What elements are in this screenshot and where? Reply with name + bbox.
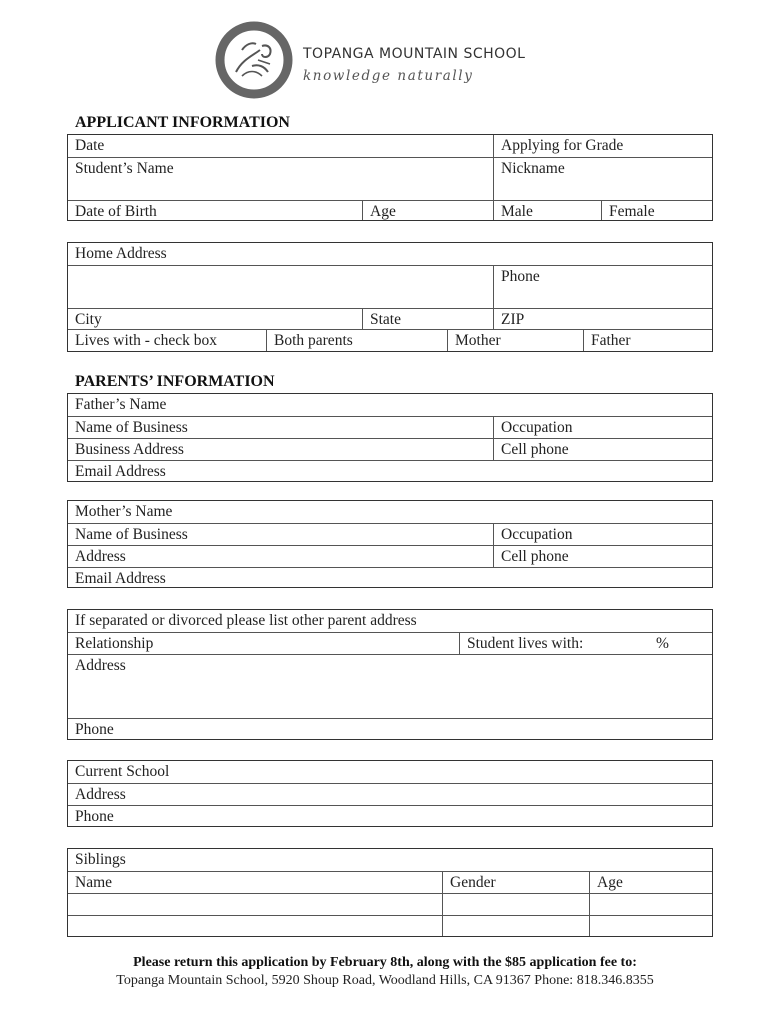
mother-email-field[interactable]: Email Address [75, 570, 166, 587]
other-parent-row [68, 654, 712, 718]
father-checkbox[interactable]: Father [583, 330, 712, 351]
applicant-heading: APPLICANT INFORMATION [75, 114, 290, 131]
address-row [68, 243, 712, 265]
home-address-field[interactable]: Home Address [75, 245, 167, 262]
sibling-name-header: Name [75, 874, 113, 891]
dob-field[interactable]: Date of Birth [75, 203, 157, 220]
date-field[interactable]: Date [75, 137, 105, 154]
sibling-age-header: Age [589, 872, 712, 893]
other-parent-box [67, 609, 713, 740]
nickname-field[interactable]: Nickname [493, 158, 712, 200]
father-business-field[interactable]: Name of Business [75, 419, 188, 436]
sibling-name-field[interactable] [68, 894, 442, 915]
current-school-field[interactable]: Current School [75, 763, 170, 780]
father-box [67, 393, 713, 482]
parents-heading: PARENTS’ INFORMATION [75, 373, 275, 390]
percent-label: % [656, 635, 669, 652]
applicant-row [68, 135, 712, 157]
both-parents-checkbox[interactable]: Both parents [266, 330, 447, 351]
current-school-box [67, 760, 713, 827]
female-checkbox[interactable]: Female [601, 201, 712, 220]
other-parent-row [68, 632, 712, 654]
mother-occupation-field[interactable]: Occupation [493, 524, 712, 545]
school-logo-icon [212, 20, 296, 100]
other-parent-title: If separated or divorced please list other parent address [75, 612, 417, 629]
father-row [68, 460, 712, 481]
table-row [68, 915, 712, 936]
applying-grade-field[interactable]: Applying for Grade [493, 135, 712, 157]
address-row [68, 265, 712, 308]
siblings-title: Siblings [75, 851, 126, 868]
sibling-age-field[interactable] [589, 894, 712, 915]
father-occupation-field[interactable]: Occupation [493, 417, 712, 438]
siblings-box [67, 848, 713, 937]
male-checkbox[interactable]: Male [493, 201, 601, 220]
other-parent-phone-field[interactable]: Phone [75, 721, 114, 738]
father-row [68, 394, 712, 416]
zip-field[interactable]: ZIP [493, 309, 712, 329]
address-box [67, 242, 713, 352]
state-field[interactable]: State [362, 309, 493, 329]
current-school-row [68, 783, 712, 805]
other-parent-address-field[interactable]: Address [75, 657, 126, 674]
sibling-name-field[interactable] [68, 916, 442, 936]
mother-row [68, 523, 712, 545]
father-email-field[interactable]: Email Address [75, 463, 166, 480]
city-field[interactable]: City [75, 311, 102, 328]
current-school-phone-field[interactable]: Phone [75, 808, 114, 825]
father-cell-field[interactable]: Cell phone [493, 439, 712, 460]
other-parent-row [68, 610, 712, 632]
other-parent-row [68, 718, 712, 739]
org-name: TOPANGA MOUNTAIN SCHOOL [303, 46, 526, 62]
student-lives-with-field[interactable]: Student lives with: [459, 633, 656, 654]
mother-row [68, 545, 712, 567]
siblings-row [68, 849, 712, 871]
applicant-row [68, 200, 712, 220]
siblings-header-row [68, 871, 712, 893]
mother-name-field[interactable]: Mother’s Name [75, 503, 173, 520]
current-school-row [68, 761, 712, 783]
mother-row [68, 567, 712, 587]
sibling-gender-field[interactable] [442, 894, 589, 915]
father-business-address-field[interactable]: Business Address [75, 441, 184, 458]
address-row [68, 329, 712, 351]
table-row [68, 893, 712, 915]
age-field[interactable]: Age [362, 201, 493, 220]
tagline: knowledge naturally [303, 68, 474, 84]
mother-address-field[interactable]: Address [75, 548, 126, 565]
mother-business-field[interactable]: Name of Business [75, 526, 188, 543]
school-address: Topanga Mountain School, 5920 Shoup Road, Woodland Hills, CA 91367 Phone: 818.346.8355 [116, 973, 654, 988]
applicant-row [68, 157, 712, 200]
mother-checkbox[interactable]: Mother [447, 330, 583, 351]
father-row [68, 416, 712, 438]
current-school-row [68, 805, 712, 826]
student-name-field[interactable]: Student’s Name [75, 160, 174, 177]
father-name-field[interactable]: Father’s Name [75, 396, 167, 413]
sibling-gender-header: Gender [442, 872, 589, 893]
father-row [68, 438, 712, 460]
address-row [68, 308, 712, 329]
return-notice: Please return this application by February 8th, along with the $85 application fee to: [133, 955, 637, 970]
mother-row [68, 501, 712, 523]
mother-cell-field[interactable]: Cell phone [493, 546, 712, 567]
phone-field[interactable]: Phone [493, 266, 712, 308]
lives-with-label: Lives with - check box [75, 332, 218, 349]
sibling-gender-field[interactable] [442, 916, 589, 936]
applicant-box [67, 134, 713, 221]
current-school-address-field[interactable]: Address [75, 786, 126, 803]
home-address-continued-field[interactable] [68, 266, 493, 308]
sibling-age-field[interactable] [589, 916, 712, 936]
mother-box [67, 500, 713, 588]
relationship-field[interactable]: Relationship [75, 635, 154, 652]
